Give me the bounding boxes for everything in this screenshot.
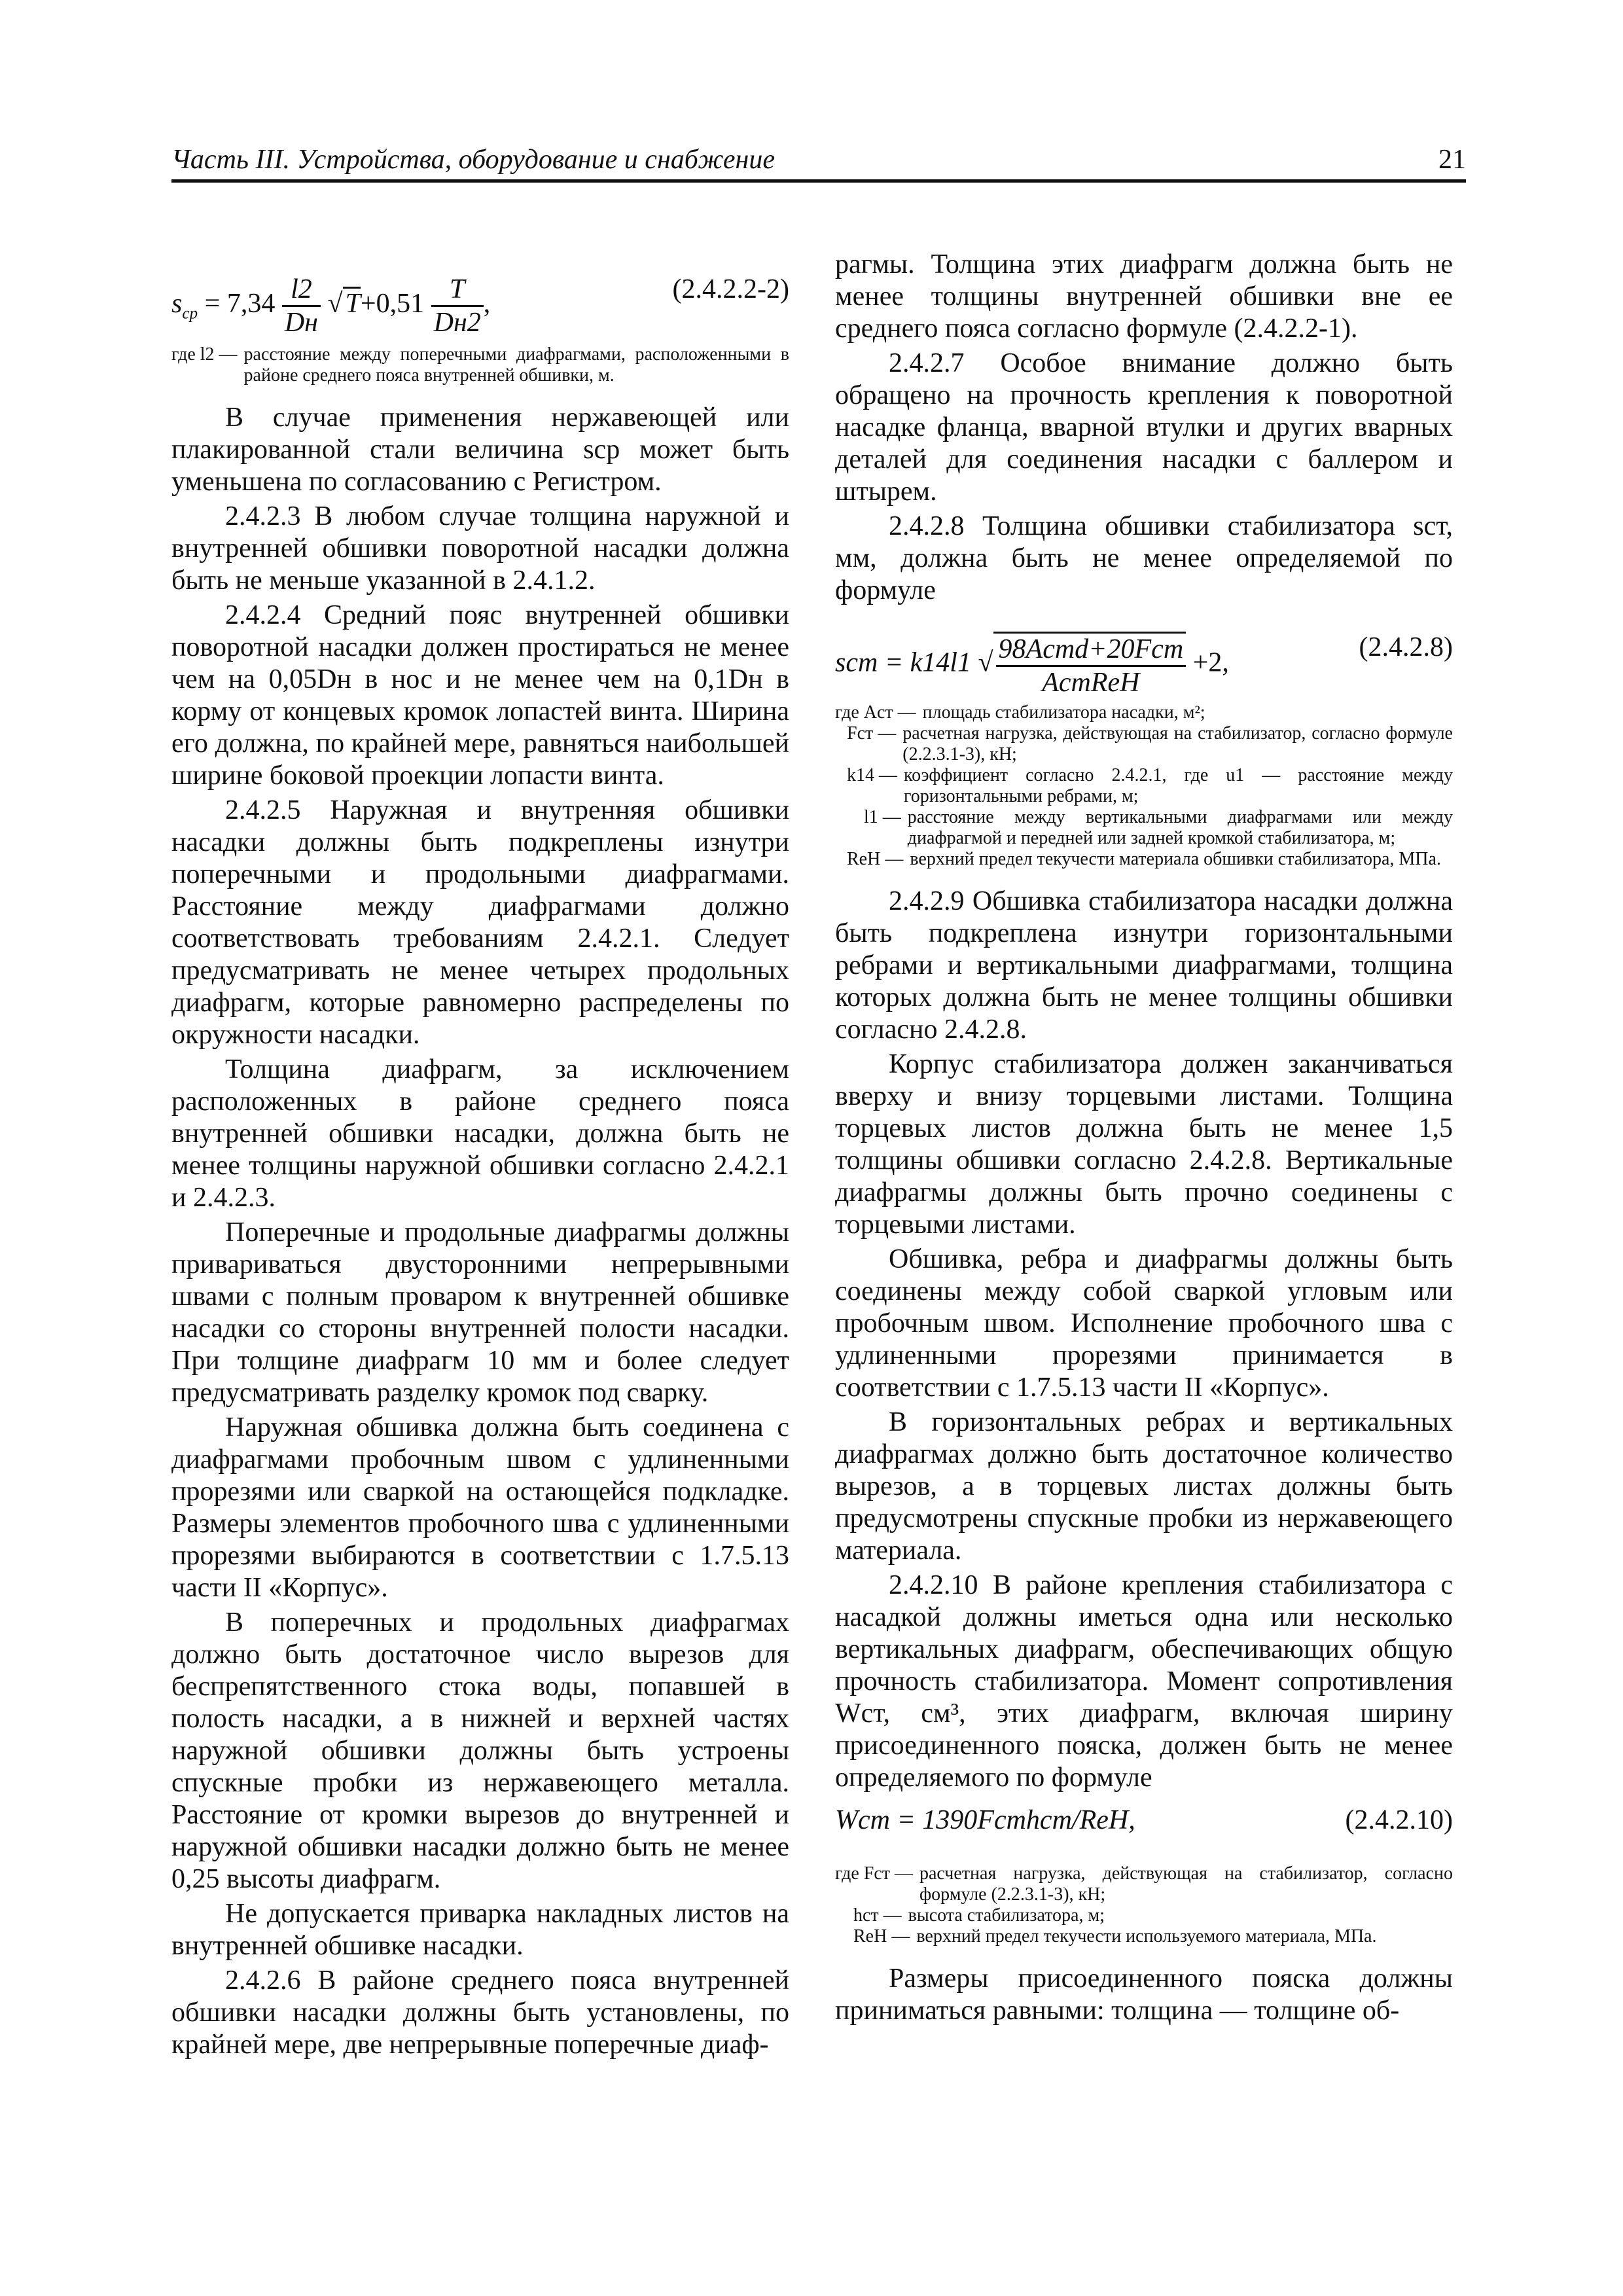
- page-number: 21: [1438, 145, 1466, 175]
- paragraph: Поперечные и продольные диафрагмы должны привариваться двусторонними непрерывными швами с полным проваром к внутренней обшивке насадки со стороны внутренней полости насадки. При толщине диафрагм 10 мм и более следует предусматривать разделку кромок под сварку.: [171, 1217, 789, 1408]
- paragraph: рагмы. Толщина этих диафрагм должна быть не менее толщины внутренней обшивки вне ее среднего пояса согласно формуле (2.4.2.2-1).: [835, 249, 1453, 344]
- definitions-list: где Fст — расчетная нагрузка, действующая на стабилизатор, согласно формуле (2.2.3.1-3), кН; hст — высота стабилизатора, м; ReH — верхний предел текучести используемого материала, МПа.: [835, 1863, 1453, 1946]
- definitions-list: где l2 — расстояние между поперечными диафрагмами, расположенными в районе среднего пояса внутренней обшивки, м.: [171, 344, 789, 386]
- paragraph: В горизонтальных ребрах и вертикальных диафрагмах должно быть достаточное количество вырезов, а в торцевых листах должны быть предусмотрены спускные пробки из нержавеющего материала.: [835, 1407, 1453, 1566]
- paragraph: 2.4.2.5 Наружная и внутренняя обшивки насадки должны быть подкреплены изнутри поперечными и продольными диафрагмами. Расстояние между диафрагмами должно соответствовать требованиям 2.4.2.1. Следует предусматривать не менее четырех продольных диафрагм, которые равномерно распределены по окружности насадки.: [171, 795, 789, 1050]
- formula-number: (2.4.2.10): [1345, 1805, 1453, 1835]
- paragraph: Наружная обшивка должна быть соединена с диафрагмами пробочным швом с удлиненными прорезями или сваркой на остающейся подкладке. Размеры элементов пробочного шва с удлиненными прорезями выбираются в соответствии с 1.7.5.13 части II «Корпус».: [171, 1412, 789, 1603]
- left-column: [171, 249, 789, 2064]
- formula-number: (2.4.2.2-2): [672, 274, 789, 304]
- paragraph: В случае применения нержавеющей или плакированной стали величина sср может быть уменьшена по согласованию с Регистром.: [171, 403, 789, 497]
- paragraph: 2.4.2.9 Обшивка стабилизатора насадки должна быть подкреплена изнутри горизонтальными ребрами и вертикальными диафрагмами, толщина которых должна быть не менее толщины обшивки согласно 2.4.2.8.: [835, 886, 1453, 1045]
- paragraph: Не допускается приварка накладных листов на внутренней обшивке насадки.: [171, 1899, 789, 1961]
- paragraph: Толщина диафрагм, за исключением расположенных в районе среднего пояса внутренней обшивки насадки, должна быть не менее толщины наружной обшивки согласно 2.4.2.1 и 2.4.2.3.: [171, 1054, 789, 1213]
- paragraph: 2.4.2.6 В районе среднего пояса внутренней обшивки насадки должны быть установлены, по крайней мере, две непрерывные поперечные диаф-: [171, 1965, 789, 2060]
- paragraph: 2.4.2.4 Средний пояс внутренней обшивки поворотной насадки должен простираться не менее чем на 0,05Dн в нос и не менее чем на 0,1Dн в корму от концевых кромок лопастей винта. Ширина его должна, по крайней мере, равняться наибольшей ширине боковой проекции лопасти винта.: [171, 600, 789, 791]
- formula-expression: sст = k14l1 √ $\frac{\text{98Aстd+20Fст}}{\text{AстReH}}$ +2,: [835, 632, 1229, 698]
- formula-number: (2.4.2.8): [1359, 632, 1453, 662]
- paragraph: Размеры присоединенного пояска должны приниматься равными: толщина — толщине об-: [835, 1964, 1453, 2026]
- right-column: [835, 249, 1453, 2030]
- paragraph: В поперечных и продольных диафрагмах должно быть достаточное число вырезов для беспрепятственного стока воды, попавшей в полость насадки, а в нижней и верхней частях наружной обшивки должны быть устроены спускные пробки из нержавеющего металла. Расстояние от кромки вырезов до внутренней и наружной обшивки насадки должно быть не менее 0,25 высоты диафрагм.: [171, 1607, 789, 1894]
- header-title: Часть III. Устройства, оборудование и снабжение: [171, 145, 775, 175]
- page-header: [171, 143, 1466, 183]
- paragraph: 2.4.2.8 Толщина обшивки стабилизатора sст, мм, должна быть не менее определяемой по формуле: [835, 511, 1453, 605]
- formula-2-4-2-2-2: [171, 255, 789, 338]
- formula-expression: $s_{ср} = 7,34$ $\frac{l2}{Dн}$ √T+0,51 $\frac{T}{Dн2}$ ,: [171, 274, 491, 338]
- paragraph: 2.4.2.3 В любом случае толщина наружной и внутренней обшивки поворотной насадки должна быть не меньше указанной в 2.4.1.2.: [171, 501, 789, 596]
- formula-2-4-2-8: [835, 613, 1453, 698]
- definitions-list: где Aст — площадь стабилизатора насадки, м²; Fст — расчетная нагрузка, действующая на стабилизатор, согласно формуле (2.2.3.1-3), кН; k14 — коэффициент согласно 2.4.2.1, где u1 — расстояние между горизонтальными ребрами, м; l1 — расстояние между вертикальными диафрагмами или между диафрагмой и передней или задней кромкой стабилизатора, м; ReH — верхний предел текучести материала обшивки стабилизатора, МПа.: [835, 702, 1453, 869]
- formula-2-4-2-10: [835, 1801, 1453, 1846]
- paragraph: 2.4.2.7 Особое внимание должно быть обращено на прочность крепления к поворотной насадке фланца, вварной втулки и других вварных деталей для соединения насадки с баллером и штырем.: [835, 348, 1453, 507]
- paragraph: Корпус стабилизатора должен заканчиваться вверху и внизу торцевыми листами. Толщина торцевых листов должна быть не менее 1,5 толщины обшивки согласно 2.4.2.8. Вертикальные диафрагмы должны быть прочно соединены с торцевыми листами.: [835, 1049, 1453, 1240]
- paragraph: 2.4.2.10 В районе крепления стабилизатора с насадкой должны иметься одна или несколько вертикальных диафрагм, обеспечивающих общую прочность стабилизатора. Момент сопротивления Wст, см³, этих диафрагм, включая ширину присоединенного пояска, должен быть не менее определяемого по формуле: [835, 1570, 1453, 1793]
- paragraph: Обшивка, ребра и диафрагмы должны быть соединены между собой сваркой угловым или пробочным швом. Исполнение пробочного шва с удлиненными прорезями принимается в соответствии с 1.7.5.13 части II «Корпус».: [835, 1244, 1453, 1403]
- formula-expression: Wст = 1390Fстhст/ReH,: [835, 1805, 1135, 1835]
